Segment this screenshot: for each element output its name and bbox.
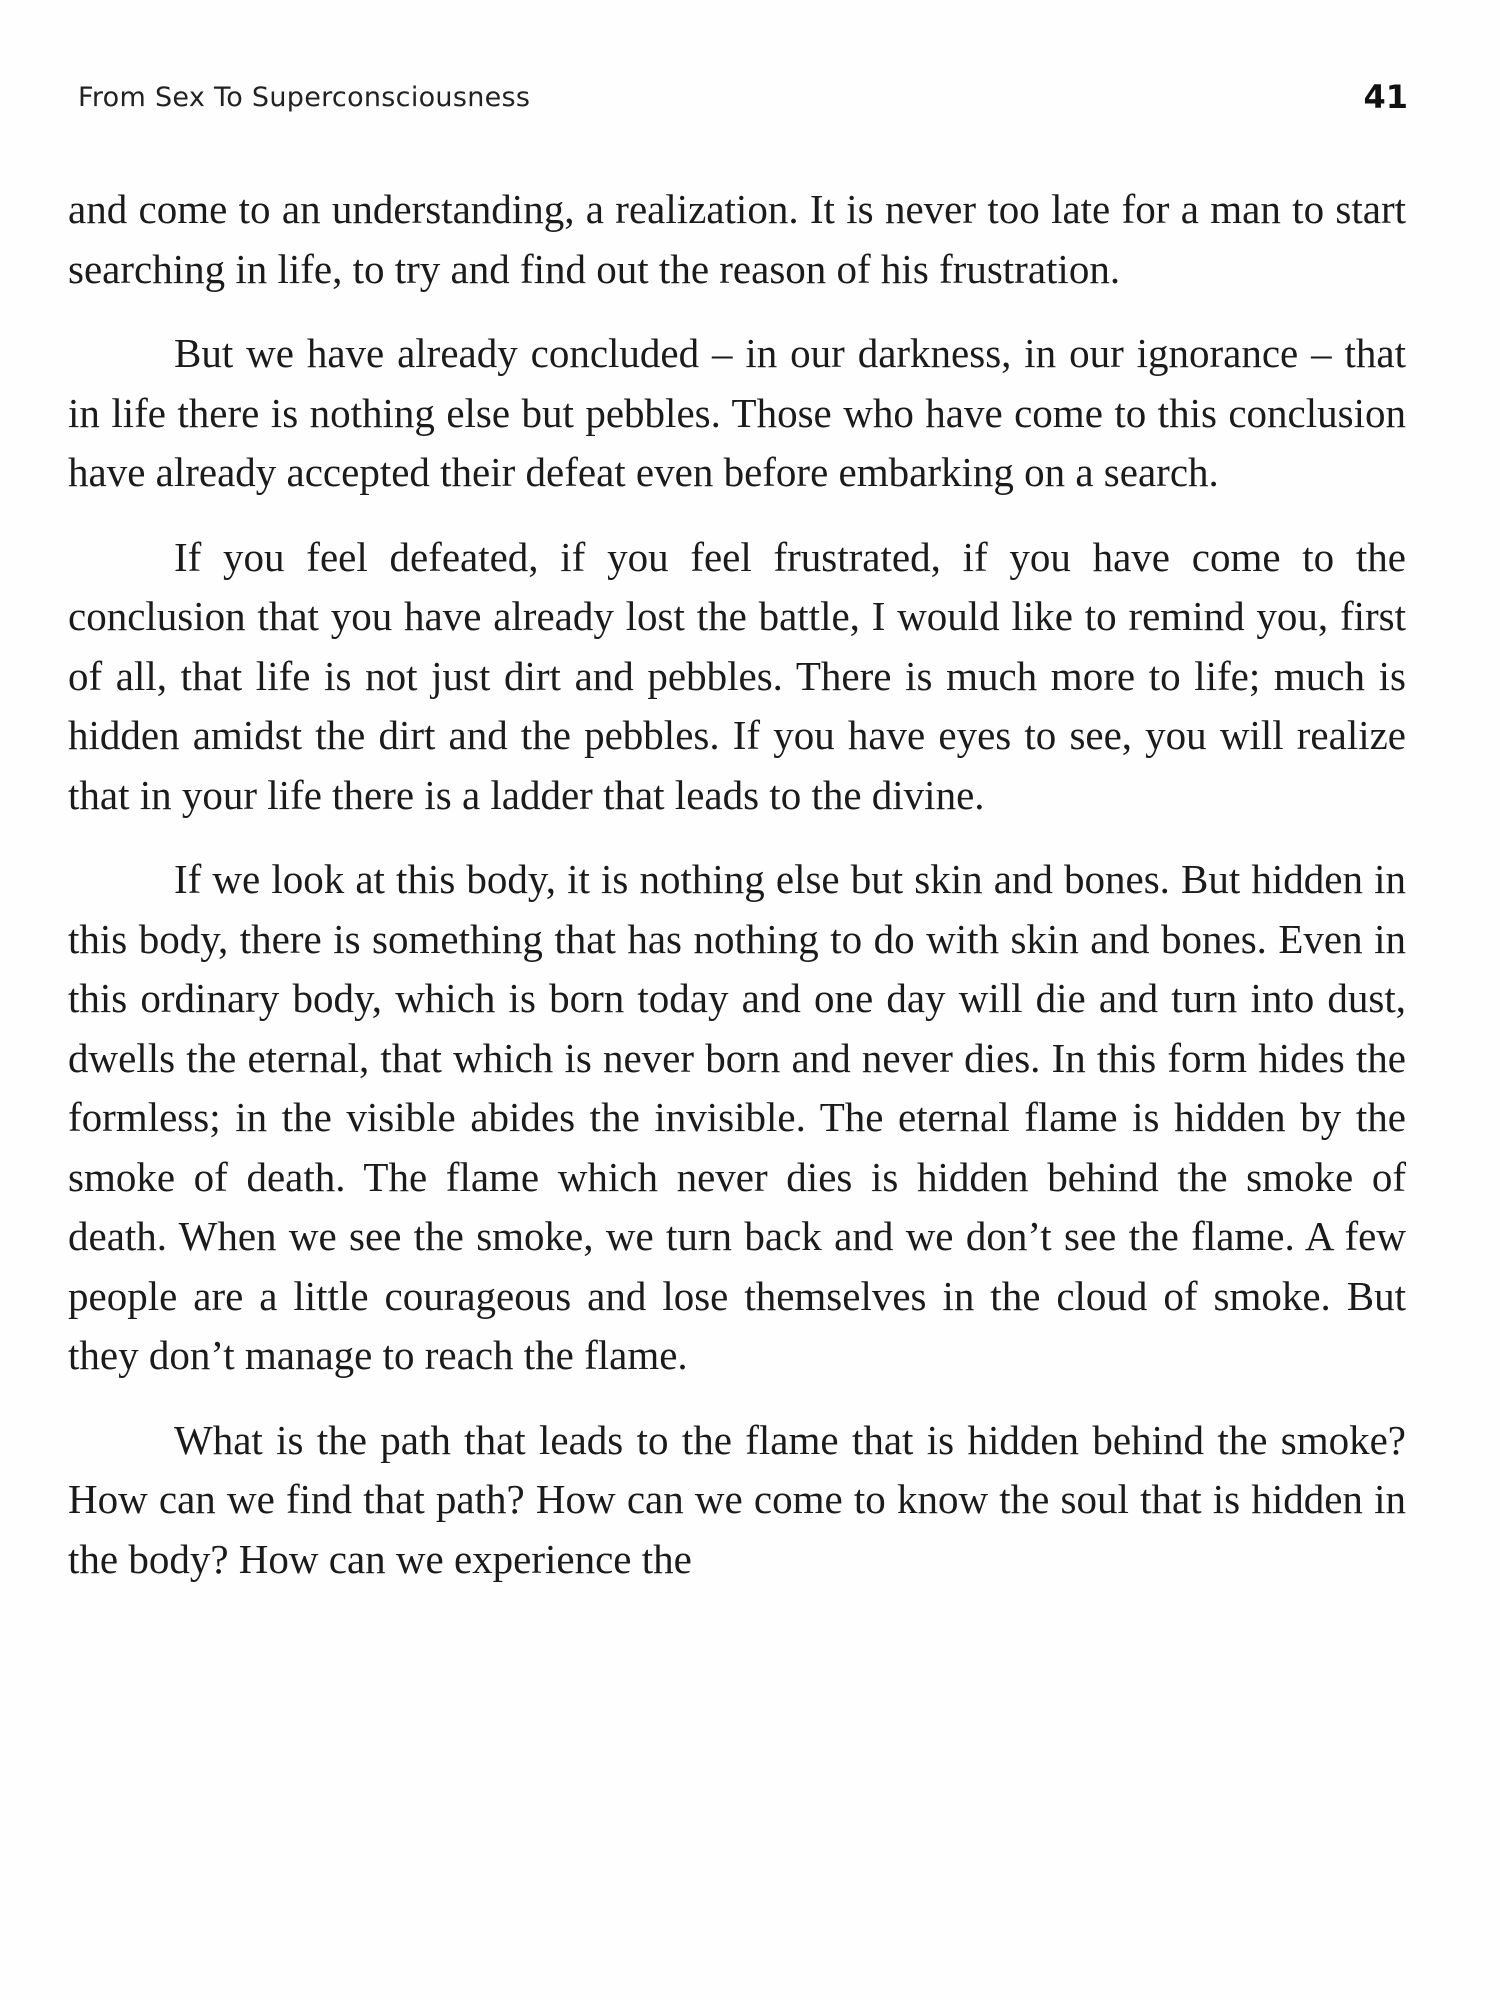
paragraph-1: and come to an understanding, a realization. It is never too late for a man to start searching in life, to try and find out the reason of his frustration. <box>68 186 1406 292</box>
paragraph-3: If you feel defeated, if you feel frustrated, if you have come to the conclusion that you have already lost the battle, I would like to remind you, first of all, that life is not just dirt and pebbles. There is much more to life; much is hidden amidst the dirt and the pebbles. If you have eyes to see, you will realize that in your life there is a ladder that leads to the divine. <box>68 533 1406 818</box>
page-number: 41 <box>1363 78 1408 116</box>
paragraph-4: If we look at this body, it is nothing else but skin and bones. But hidden in this body, there is something that has nothing to do with skin and bones. Even in this ordinary body, which is born today and one day will die and turn into dust, dwells the eternal, that which is never born and never dies. In this form hides the formless; in the visible abides the invisible. The eternal flame is hidden by the smoke of death. The flame which never dies is hidden behind the smoke of death. When we see the smoke, we turn back and we don’t see the flame. A few people are a little courageous and lose themselves in the cloud of smoke. But they don’t manage to reach the flame. <box>68 856 1406 1378</box>
body-text <box>68 180 1406 1614</box>
running-title: From Sex To Superconsciousness <box>78 82 531 113</box>
page-header <box>78 78 1408 128</box>
paragraph-5: What is the path that leads to the flame that is hidden behind the smoke? How can we find that path? How can we come to know the soul that is hidden in the body? How can we experience the <box>68 1416 1406 1582</box>
paragraph-2: But we have already concluded – in our darkness, in our ignorance – that in life there is nothing else but pebbles. Those who have come to this conclusion have already accepted their defeat even before embarking on a search. <box>68 330 1406 495</box>
